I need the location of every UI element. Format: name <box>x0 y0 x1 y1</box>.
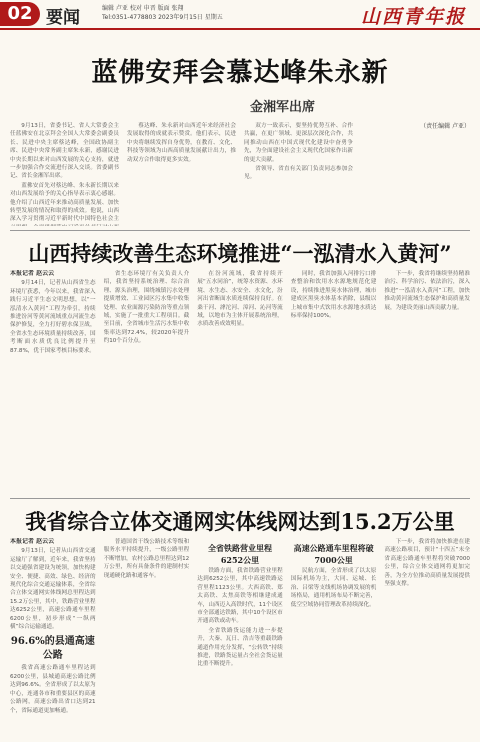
article3-body <box>10 538 470 738</box>
paragraph: 普通国省干线公路技术等级和服务水平持续提升，一级公路里程不断增加，农村公路总里程达到12万公里，所有具备条件的建制村实现通硬化路和通客车。 <box>103 539 190 579</box>
article3-col-3 <box>197 538 283 738</box>
paragraph: 民航方面，全省形成了以太原国际机场为主，大同、运城、长治、吕梁等支线机场协调发展的机场格局，通用机场布局不断完善，低空空域协同管理改革持续深化。 <box>290 568 377 608</box>
paragraph: 省生态环境厅有关负责人介绍，我省坚持系统治理、综合治理、源头治理，围绕城镇污水处理提质增效、工业园区污水集中收集处理、农业面源污染防治等重点领域，实施了一批重大工程项目。截至目前，全省城市生活污水集中收集率达到72.4%，较2020年提升约10个百分点。 <box>103 271 190 345</box>
article1-col-1 <box>10 122 119 226</box>
paragraph: 在汾河流域，我省持续开展“五水同治”，统筹水资源、水环境、水生态、水安全、水文化，汾河出省断面水质连续保持良好。在桑干河、滹沱河、漳河、沁河等流域，以地市为主体开展系统治理，水质改善成效明显。 <box>197 271 283 328</box>
paragraph: 铁路方面，我省铁路营业里程达到6252公里，其中高速铁路运营里程1123公里。大西高铁、郑太高铁、太焦高铁等相继建成通车，山西迈入高铁时代，11个设区市全部通达铁路，其中10个设区市开通高铁或动车。 <box>197 568 283 625</box>
editor-line: 编辑 卢亚 校对 申晋 版面 张翔 <box>102 5 184 12</box>
paragraph: 同时，我省加强入河排污口排查整治和饮用水水源地规范化建设，持续推进黑臭水体治理，城市建成区黑臭水体基本消除，县级以上城市集中式饮用水水源地水质达标率保持100%。 <box>290 271 377 320</box>
masthead <box>0 0 480 30</box>
paragraph: 9月13日，省委书记、省人大常委会主任蓝佛安在北京拜会全国人大常委会副委员长、民进中央主席蔡达峰，全国政协副主席、民进中央常务副主席朱永新，感谢民进中央长期以来对山西发展的关心支持，就进一步加强合作交流进行深入交谈。省委副书记、省长金湘军出席。 <box>10 123 119 180</box>
subheading: 高速公路通车里程将破7000公里 <box>293 543 374 565</box>
article1-col-4 <box>361 122 470 226</box>
editor-signoff: （责任编辑 卢亚） <box>420 123 470 130</box>
article3-col-4 <box>291 538 377 738</box>
article3-headline: 我省综合立体交通网实体线网达到15.2万公里 <box>25 509 455 534</box>
editor-info <box>102 4 332 22</box>
date-line: Tel:0351-4778803 2023年9月15日 星期五 <box>102 14 223 21</box>
article2-col-2 <box>104 270 190 494</box>
masthead-rule <box>0 28 480 30</box>
article1-col-2 <box>127 122 236 226</box>
article3-col-5 <box>384 538 470 738</box>
paragraph: 蔡达峰、朱永新对山西近年来经济社会发展取得的成就表示赞赏。他们表示，民进中央将继续发挥自身优势，在教育、文化、科技等领域为山西高质量发展献计出力，推动双方合作取得更多实效。 <box>127 123 236 163</box>
reporter-byline: 本报记者 赵云云 <box>10 270 55 277</box>
subheading: 全省铁路营业里程6252公里 <box>207 543 272 565</box>
article2-body <box>10 270 470 494</box>
article2-col-1 <box>10 270 96 494</box>
subheading: 96.6%的县通高速公路 <box>10 636 95 662</box>
article3-col-2 <box>104 538 190 738</box>
paragraph: 全省铁路货运能力进一步提升，大秦、瓦日、浩吉等重载铁路通道作用充分发挥，“公转铁”持续推进，铁路货运量占全社会货运量比重不断提升。 <box>197 627 283 668</box>
article1-subtitle: 金湘军出席 <box>250 100 316 115</box>
article1-body <box>10 122 470 226</box>
paragraph: 我省高速公路通车里程达到6200公里，县城通高速公路比例达到96.6%。全省形成了以太原为中心，连通各市和重要县区的高速公路网，高速公路出省口达到21个，省际通道更加畅通。 <box>10 665 96 714</box>
paragraph: 下一步，我省将加快推进在建高速公路项目，预计“十四五”末全省高速公路通车里程将突破7000公里，综合立体交通网将更加完善，为全方位推动高质量发展提供坚强支撑。 <box>384 539 470 588</box>
paragraph: 蓝佛安首先对蔡达峰、朱永新长期以来对山西发展给予的关心指导表示衷心感谢。他介绍了山西近年来推动高质量发展、加快转型发展的情况和取得的成效。他说，山西深入学习贯彻习近平新时代中国特色社会主 <box>10 182 119 223</box>
article2-col-5 <box>384 270 470 494</box>
article2-col-4 <box>291 270 377 494</box>
divider <box>10 498 470 499</box>
section-title: 要闻 <box>46 8 80 28</box>
article3-col-1 <box>10 538 96 738</box>
article1-headline: 蓝佛安拜会慕达峰朱永新 <box>91 58 389 88</box>
paragraph: 9月14日，记者从山西省生态环境厅获悉，今年以来，我省深入践行习近平生态文明思想，以“一泓清水入黄河”工程为牵引，持续推进汾河等黄河流域重点河流生态保护修复，全力打好碧水保卫战，全省水生态环境质量持续改善，国考断面水质优良比例提升至87.8%，优于国家考核目标要求。 <box>10 280 96 354</box>
article1-col-3 <box>244 122 353 226</box>
article2-col-3 <box>197 270 283 494</box>
paragraph: 下一步，我省将继续坚持精准治污、科学治污、依法治污，深入推进“一泓清水入黄河”工程，加快推动黄河流域生态保护和高质量发展，为建设美丽山西贡献力量。 <box>384 271 470 311</box>
reporter-byline: 本报记者 赵云云 <box>10 538 55 545</box>
article2-headline: 山西持续改善生态环境推进“一泓清水入黄河” <box>28 241 452 266</box>
paragraph: 省领导、省直有关部门负责同志参加会见。 <box>244 166 353 181</box>
divider <box>10 230 470 231</box>
paragraph: 9月13日，记者从山西省交通运输厅了解到，近年来，我省坚持以交通强省建设为统领，加快构建安全、便捷、高效、绿色、经济的现代化综合交通运输体系，全省综合立体交通网实体线网总里程达到15.2万公里，其中，铁路营业里程达6252公里，高速公路通车里程6200公里，初步形成“一纵两横”综合运输通道。 <box>10 548 96 631</box>
page-number-badge: 02 <box>0 2 40 26</box>
paragraph: 双方一致表示，要坚持优势互补、合作共赢，在更广领域、更深层次深化合作，共同推动山西在中国式现代化建设中奋勇争先，为全面建设社会主义现代化国家作出新的更大贡献。 <box>244 123 353 163</box>
newspaper-logo: 山西青年报 <box>360 6 466 28</box>
